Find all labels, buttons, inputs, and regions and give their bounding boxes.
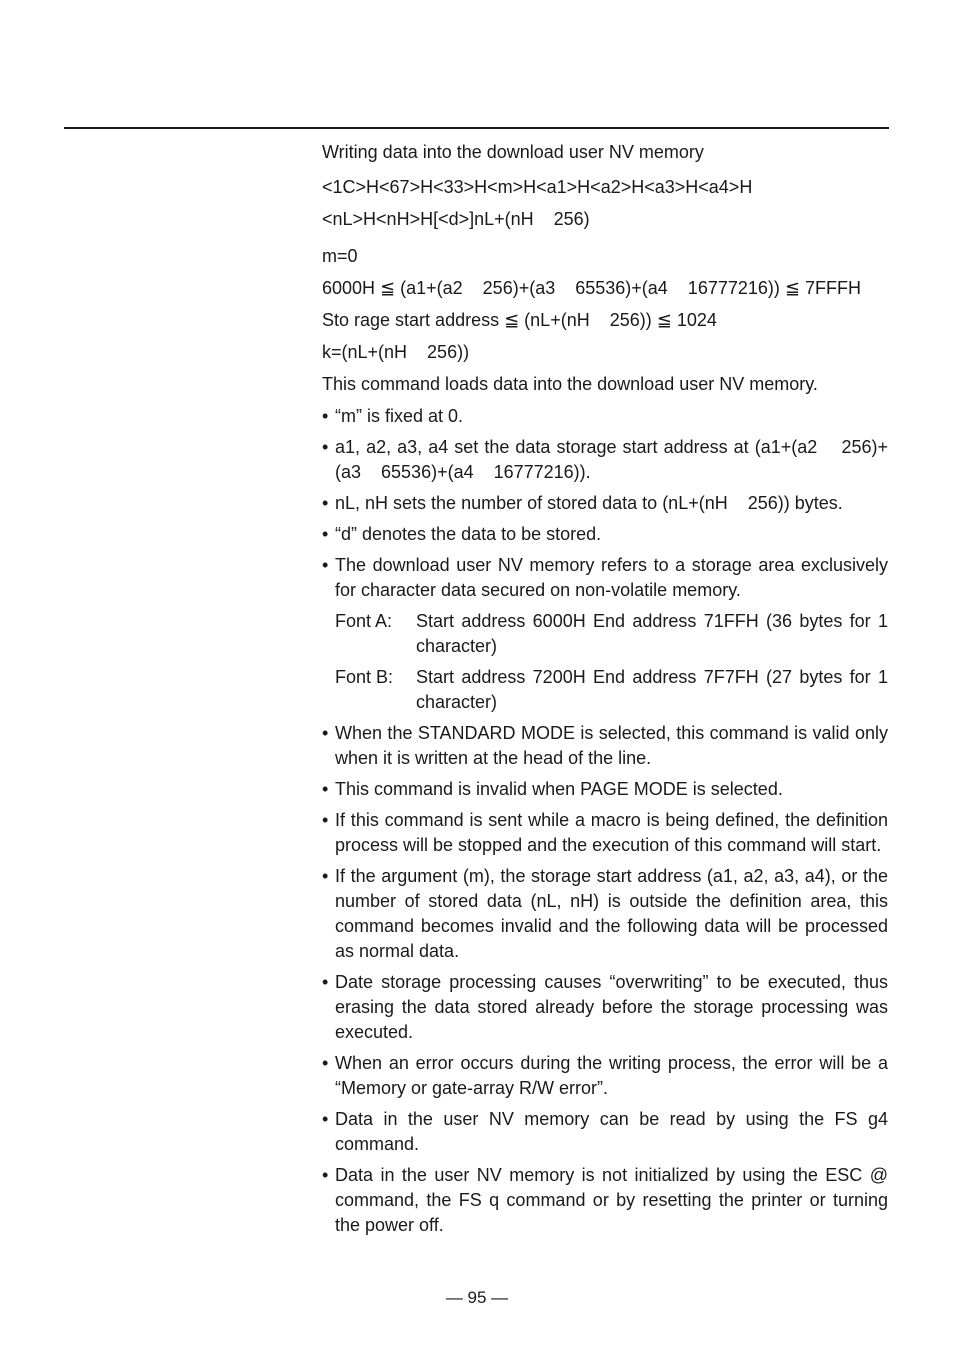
bullet-marker: • bbox=[322, 723, 329, 743]
bullet-marker: • bbox=[322, 1165, 329, 1185]
font-b-text: Start address 7200H End address 7F7FH (27 bytes for 1 character) bbox=[416, 667, 888, 712]
note-item bbox=[322, 1051, 888, 1101]
bullet-marker: • bbox=[322, 1053, 329, 1073]
font-a-range bbox=[335, 609, 888, 659]
command-format-line-1: <1C>H<67>H<33>H<m>H<a1>H<a2>H<a3>H<a4>H bbox=[322, 177, 753, 197]
note-item bbox=[322, 1163, 888, 1238]
font-a-label: Font A: bbox=[335, 611, 393, 631]
content-column bbox=[322, 140, 888, 1244]
bullet-marker: • bbox=[322, 437, 329, 457]
note-text: When an error occurs during the writing process, the error will be a “Memory or gate-array R/W error”. bbox=[335, 1053, 888, 1098]
note-text: Data in the user NV memory is not initialized by using the ESC @ command, the FS q command or by resetting the printer or turning the power off. bbox=[335, 1165, 888, 1235]
note-text: The download user NV memory refers to a storage area exclusively for character data secured on non-volatile memory. bbox=[335, 555, 888, 600]
header-rule bbox=[64, 127, 889, 129]
note-item bbox=[322, 1107, 888, 1157]
range-address: 6000H ≦ (a1+(a2 256)+(a3 65536)+(a4 16777216)) ≦ 7FFFH bbox=[322, 278, 861, 298]
range-m: m=0 bbox=[322, 246, 358, 266]
note-item bbox=[322, 721, 888, 771]
note-text: If this command is sent while a macro is being defined, the definition process will be stopped and the execution of this command will start. bbox=[335, 810, 888, 855]
note-item bbox=[322, 491, 888, 516]
note-item bbox=[322, 404, 888, 429]
note-text: nL, nH sets the number of stored data to (nL+(nH 256)) bytes. bbox=[335, 493, 843, 513]
note-item bbox=[322, 777, 888, 802]
bullet-marker: • bbox=[322, 810, 329, 830]
bullet-marker: • bbox=[322, 972, 329, 992]
bullet-marker: • bbox=[322, 1109, 329, 1129]
command-format-line-2: <nL>H<nH>H[<d>]nL+(nH 256) bbox=[322, 209, 590, 229]
page-number: — 95 — bbox=[445, 1288, 509, 1307]
range-storage-start: Sto rage start address ≦ (nL+(nH 256)) ≦ 1024 bbox=[322, 310, 717, 330]
note-text: If the argument (m), the storage start address (a1, a2, a3, a4), or the number of stored data (nL, nH) is outside the definition area, this command becomes invalid and the following data will be processed as normal data. bbox=[335, 866, 888, 961]
note-text: “m” is fixed at 0. bbox=[335, 406, 464, 426]
note-item bbox=[322, 553, 888, 603]
note-item bbox=[322, 435, 888, 485]
note-text: Date storage processing causes “overwriting” to be executed, thus erasing the data stored already before the storage processing was executed. bbox=[335, 972, 888, 1042]
bullet-marker: • bbox=[322, 406, 329, 426]
bullet-marker: • bbox=[322, 524, 329, 544]
note-text: Data in the user NV memory can be read by using the FS g4 command. bbox=[335, 1109, 888, 1154]
command-description: This command loads data into the download user NV memory. bbox=[322, 374, 818, 394]
bullet-marker: • bbox=[322, 866, 329, 886]
note-item bbox=[322, 970, 888, 1045]
font-b-range bbox=[335, 665, 888, 715]
range-k: k=(nL+(nH 256)) bbox=[322, 342, 470, 362]
font-b-label: Font B: bbox=[335, 667, 394, 687]
note-item bbox=[322, 864, 888, 964]
bullet-marker: • bbox=[322, 779, 329, 799]
note-text: a1, a2, a3, a4 set the data storage start address at (a1+(a2 256)+(a3 65536)+(a4 16777216)). bbox=[335, 437, 888, 482]
note-item bbox=[322, 808, 888, 858]
note-text: This command is invalid when PAGE MODE is selected. bbox=[335, 779, 783, 799]
font-a-text: Start address 6000H End address 71FFH (36 bytes for 1 character) bbox=[416, 611, 888, 656]
note-text: When the STANDARD MODE is selected, this command is valid only when it is written at the head of the line. bbox=[335, 723, 888, 768]
bullet-marker: • bbox=[322, 555, 329, 575]
note-text: “d” denotes the data to be stored. bbox=[335, 524, 602, 544]
section-heading: Writing data into the download user NV memory bbox=[322, 142, 704, 162]
note-item bbox=[322, 522, 888, 547]
bullet-marker: • bbox=[322, 493, 329, 513]
